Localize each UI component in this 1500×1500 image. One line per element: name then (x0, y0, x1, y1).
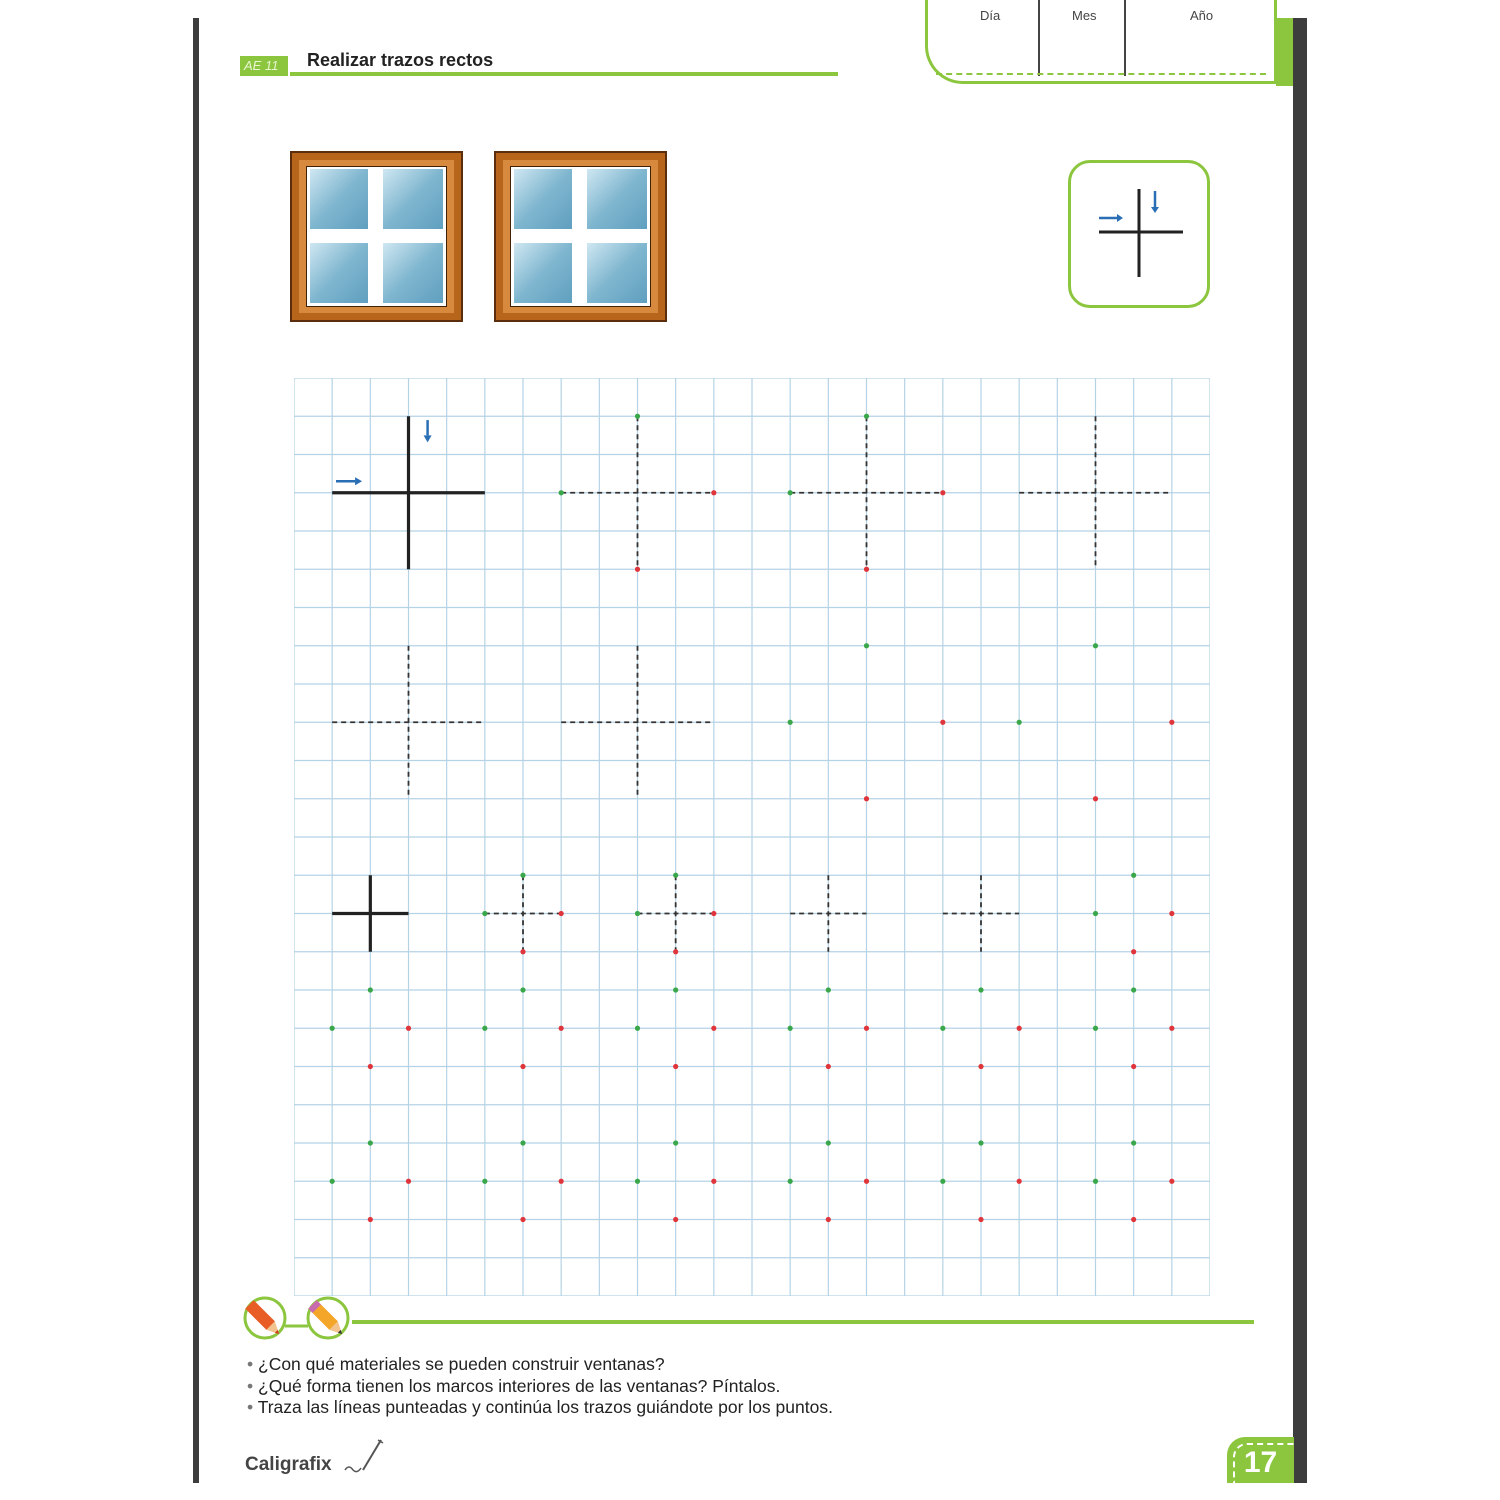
guide-dot (520, 949, 525, 954)
instruction-item: • ¿Qué forma tienen los marcos interiores de las ventanas? Píntalos. (247, 1376, 833, 1398)
guide-dot (1131, 987, 1136, 992)
guide-dot (635, 1179, 640, 1184)
arrow-down-icon (424, 435, 432, 442)
guide-dot (1131, 1217, 1136, 1222)
guide-dot (673, 1064, 678, 1069)
guide-dot (826, 1064, 831, 1069)
arrow-down-icon (1151, 191, 1159, 213)
guide-dot (1093, 911, 1098, 916)
date-divider (1038, 0, 1040, 76)
guide-dot (940, 1179, 945, 1184)
guide-dot (864, 796, 869, 801)
guide-dot (406, 1026, 411, 1031)
pen-icon (341, 1436, 385, 1476)
guide-dot (1093, 643, 1098, 648)
guide-dot (1169, 1026, 1174, 1031)
instructions-list (247, 1354, 833, 1419)
guide-dot (711, 911, 716, 916)
guide-dot (788, 720, 793, 725)
guide-dot (673, 873, 678, 878)
guide-dot (368, 987, 373, 992)
guide-dot (520, 987, 525, 992)
page-number: 17 (1227, 1437, 1294, 1483)
guide-dot (368, 1140, 373, 1145)
guide-dot (635, 567, 640, 572)
guide-dot (482, 1179, 487, 1184)
guide-dot (673, 1217, 678, 1222)
guide-dot (711, 1179, 716, 1184)
date-label-month: Mes (1072, 8, 1097, 23)
guide-dot (1169, 1179, 1174, 1184)
guide-dot (1169, 911, 1174, 916)
guide-dot (482, 911, 487, 916)
guide-dot (559, 911, 564, 916)
guide-dot (635, 1026, 640, 1031)
instruction-item: • ¿Con qué materiales se pueden construir ventanas? (247, 1354, 833, 1376)
guide-dot (864, 643, 869, 648)
page-title: Realizar trazos rectos (307, 50, 494, 70)
guide-dot (711, 490, 716, 495)
instruction-item: • Traza las líneas punteadas y continúa los trazos guiándote por los puntos. (247, 1397, 833, 1419)
date-label-year: Año (1190, 8, 1214, 23)
guide-dot (1017, 1026, 1022, 1031)
guide-dot (978, 987, 983, 992)
page-edge-right (1293, 18, 1307, 1483)
guide-dot (1017, 720, 1022, 725)
guide-dot (520, 1140, 525, 1145)
guide-dot (520, 873, 525, 878)
guide-dot (520, 1064, 525, 1069)
guide-dot (368, 1217, 373, 1222)
guide-dot (788, 1026, 793, 1031)
title-underline (290, 72, 838, 76)
guide-dot (1093, 796, 1098, 801)
guide-dot (864, 1179, 869, 1184)
guide-dot (673, 949, 678, 954)
guide-dot (864, 414, 869, 419)
guide-dot (635, 414, 640, 419)
guide-dot (864, 567, 869, 572)
guide-dot (940, 490, 945, 495)
guide-dot (788, 1179, 793, 1184)
guide-dot (559, 490, 564, 495)
guide-dot (330, 1179, 335, 1184)
date-divider (1124, 0, 1126, 76)
arrow-right-icon (1099, 214, 1123, 222)
pencils-icon (243, 1296, 353, 1348)
guide-dot (406, 1179, 411, 1184)
guide-dot (520, 1217, 525, 1222)
guide-dot (1169, 720, 1174, 725)
guide-dot (1131, 1064, 1136, 1069)
guide-dot (978, 1064, 983, 1069)
guide-dot (711, 1026, 716, 1031)
guide-dot (330, 1026, 335, 1031)
date-box (925, 0, 1277, 84)
guide-dot (826, 1140, 831, 1145)
guide-dot (635, 911, 640, 916)
guide-dot (673, 987, 678, 992)
activity-code: AE 11 (240, 56, 288, 76)
guide-dot (978, 1140, 983, 1145)
tracing-grid[interactable] (294, 378, 1210, 1296)
guide-dot (1131, 949, 1136, 954)
guide-dot (940, 720, 945, 725)
corner-tab (1276, 18, 1293, 86)
guide-dot (368, 1064, 373, 1069)
window-icon (290, 151, 463, 322)
brand-logo: Caligrafix (245, 1454, 332, 1475)
guide-dot (1093, 1179, 1098, 1184)
guide-dot (826, 987, 831, 992)
guide-dot (559, 1026, 564, 1031)
guide-dot (1093, 1026, 1098, 1031)
guide-dot (1131, 873, 1136, 878)
window-icon (494, 151, 667, 322)
guide-dot (1017, 1179, 1022, 1184)
guide-dot (559, 1179, 564, 1184)
instructions-rule (352, 1320, 1254, 1324)
guide-dot (940, 1026, 945, 1031)
arrow-right-icon (355, 477, 362, 485)
guide-dot (673, 1140, 678, 1145)
guide-dot (1131, 1140, 1136, 1145)
guide-dot (978, 1217, 983, 1222)
guide-dot (482, 1026, 487, 1031)
stroke-example-box (1068, 160, 1210, 308)
cross-stroke-example-icon (1071, 163, 1207, 305)
guide-dot (826, 1217, 831, 1222)
guide-dot (864, 1026, 869, 1031)
page-edge-left (193, 18, 199, 1483)
date-label-day: Día (980, 8, 1001, 23)
guide-dot (788, 490, 793, 495)
